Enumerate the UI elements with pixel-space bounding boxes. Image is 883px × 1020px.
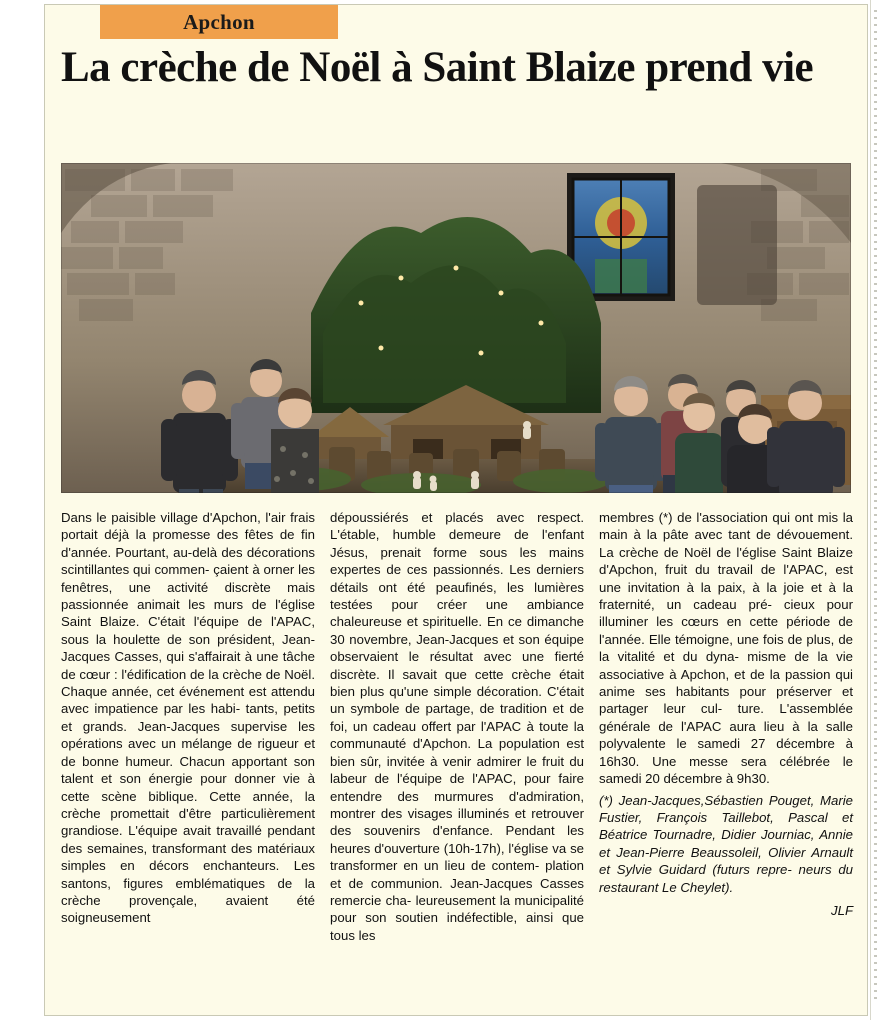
page-edge-strip — [870, 0, 883, 1020]
contributors-note: (*) Jean-Jacques,Sébastien Pouget, Marie Fustier, François Taillebot, Pascal et Béatrice Tournadre, Didier Journiac, Annie et Jean-Pierre Beaussoleil, Olivier Arnault et Sylvie Guidard (futurs repre- neurs du restaurant Le Cheylet). — [599, 792, 853, 895]
perforation-dots — [874, 10, 877, 1000]
paragraph: dépoussiérés et placés avec respect. L'étable, humble demeure de l'enfant Jésus, prenait forme sous les mains expertes de ces passionnés. Les derniers détails ont été peaufinés, les lumières testées pour créer une ambiance chaleureuse et spirituelle. En ce dimanche 30 novembre, Jean-Jacques et son équipe observaient le résultat avec une fierté discrète. Il savait que cette crèche était bien plus qu'une simple décoration. C'était un symbole de partage, de tradition et de foi, un cadeau offert par l'APAC à toute la communauté d'Apchon. La population est bien sûr, invitée à venir admirer le fruit du labeur de l'équipe de l'APAC, pour faire entendre des murmures d'admiration, montrer des visages illuminés et retrouver des souvenirs d'enfance. Pendant les heures d'ouverture (10h-17h), l'église va se transformer en un lieu de contem- plation et de communion. Jean-Jacques Casses remercie cha- leureusement la municipalité pour son soutien indéfectible, ainsi que tous les — [330, 510, 584, 943]
page-title: La crèche de Noël à Saint Blaize prend vie — [61, 44, 814, 91]
left-margin — [0, 0, 44, 1020]
kicker-label: Apchon — [183, 9, 255, 34]
paragraph: Dans le paisible village d'Apchon, l'air frais portait déjà la promesse des fêtes de fin d'année. Pourtant, au-delà des décorations scintillantes qui commen- çaient à orner les fenêtres, une activité discrète mais passionnée animait les murs de l'église Saint Blaize. C'était l'équipe de l'APAC, sous la houlette de son président, Jean-Jacques Casses, qui s'affairait à une tâche de cœur : l'édification de la crèche de Noël. Chaque année, cet événement est attendu avec impatience par les habi- tants, petits et grands. Jean-Jacques supervise les opérations avec un mélange de rigueur et de bonne humeur. Chacun apportant son talent et son énergie pour donner vie à cette scène biblique. Cette année, la crèche promettait d'être particulièrement grandiose. L'équipe avait travaillé pendant des semaines, transformant des matériaux simples en décors enchanteurs. Les santons, figures emblématiques de la crèche provençale, avaient été soigneusement — [61, 510, 315, 926]
article-column-2 — [330, 509, 584, 1009]
newspaper-page — [44, 4, 868, 1016]
section-kicker — [100, 5, 338, 39]
article-body — [61, 509, 853, 1009]
article-column-1 — [61, 509, 315, 1009]
article-photo — [61, 163, 851, 493]
photo-illustration — [61, 163, 851, 493]
article-column-3 — [599, 509, 853, 1009]
author-signature: JLF — [831, 902, 853, 918]
paragraph: membres (*) de l'association qui ont mis la main à la pâte avec tant de dévouement. La crèche de Noël de l'église Saint Blaize d'Apchon, fruit du travail de l'APAC, est une invitation à la paix, à la joie et à la fraternité, un cadeau pré- cieux pour illuminer les cœurs en cette période de l'année. Elle témoigne, une fois de plus, de la vitalité et du dyna- misme de la vie associative à Apchon, et de la passion qui anime ses habitants pour préserver et partager leur cul- ture. L'assemblée générale de l'APAC aura lieu à la salle polyvalente le samedi 27 décembre à 16h30. Une messe sera célébrée le samedi 20 décembre à 9h30. — [599, 510, 853, 787]
